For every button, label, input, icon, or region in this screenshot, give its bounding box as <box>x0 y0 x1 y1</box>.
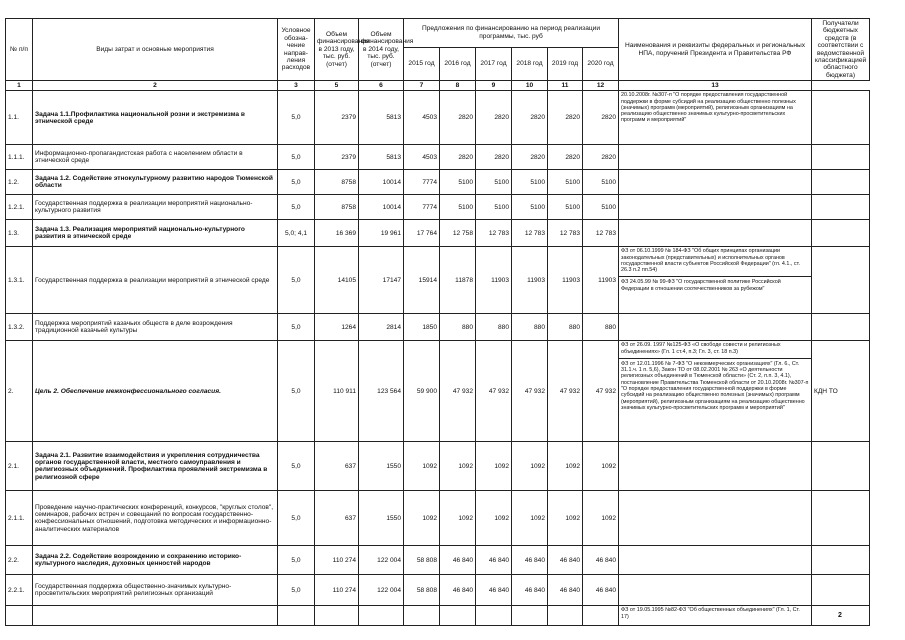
row-year-value: 46 840 <box>548 575 583 606</box>
row-year-value <box>512 606 548 626</box>
row-laws <box>619 145 812 170</box>
row-name: Задача 1.1.Профилактика национальной розни и экстремизма в этнической среде <box>33 91 278 145</box>
table-row <box>6 575 870 606</box>
row-year-value: 46 840 <box>548 546 583 575</box>
row-year-value: 46 840 <box>583 546 619 575</box>
row-name <box>33 606 278 626</box>
row-code: 5,0 <box>278 442 315 491</box>
row-laws <box>619 170 812 195</box>
row-recipient <box>812 91 870 145</box>
row-year-value: 5100 <box>440 170 476 195</box>
law-reference: ФЗ от 26.09. 1997 №125-ФЗ «О свободе совести и религиозных объединениях» (Гл. 1 ст.4, п.3; Гл. 3, ст. 18 п.3) <box>621 342 781 355</box>
row-year-value: 47 932 <box>440 341 476 442</box>
column-number-row <box>6 81 870 91</box>
row-volume-2014: 5813 <box>359 145 404 170</box>
table-row <box>6 170 870 195</box>
row-year-value: 46 840 <box>476 546 512 575</box>
row-year-value: 1092 <box>404 491 440 546</box>
row-year-value <box>548 606 583 626</box>
table-body <box>6 91 870 626</box>
row-volume-2014: 2814 <box>359 314 404 341</box>
row-code: 5,0 <box>278 145 315 170</box>
row-recipient <box>812 491 870 546</box>
row-year-value: 880 <box>512 314 548 341</box>
row-year-value: 12 783 <box>548 220 583 247</box>
law-reference: ФЗ от 19.05.1995 №82-ФЗ "Об общественных объединениях" (Гл. 1, Ст. 17) <box>621 607 800 620</box>
row-year-value: 1092 <box>476 491 512 546</box>
column-number: 10 <box>512 81 548 91</box>
row-volume-2013: 8758 <box>315 195 359 220</box>
row-year-value: 47 932 <box>512 341 548 442</box>
row-volume-2013 <box>315 606 359 626</box>
row-number: 1.3.1. <box>6 247 33 314</box>
row-recipient <box>812 170 870 195</box>
row-year-value: 2820 <box>440 91 476 145</box>
row-year-value: 5100 <box>440 195 476 220</box>
row-volume-2013: 2379 <box>315 145 359 170</box>
row-laws <box>619 546 812 575</box>
row-year-value: 1092 <box>476 442 512 491</box>
row-name: Задача 2.2. Содействие возрождению и сохранению историко-культурного наследия, духовных ценностей народов <box>33 546 278 575</box>
column-number: 3 <box>278 81 315 91</box>
row-volume-2014: 122 004 <box>359 575 404 606</box>
row-volume-2014: 1550 <box>359 442 404 491</box>
row-year-value: 11903 <box>548 247 583 314</box>
law-reference: ФЗ от 06.10.1999 № 184-ФЗ "Об общих принципах организации законодательных (представительных) и исполнительных органов государственной власти субъектов Российской Федерации" (гл. 4.1., ст. 26.3 п.2 пп.54) <box>621 248 800 274</box>
row-recipient <box>812 575 870 606</box>
row-year-value: 12 783 <box>512 220 548 247</box>
row-year-value: 46 840 <box>512 575 548 606</box>
column-number: 7 <box>404 81 440 91</box>
row-volume-2014: 122 004 <box>359 546 404 575</box>
row-laws <box>619 606 812 626</box>
row-name: Поддержка мероприятий казачьих обществ в деле возрождения традиционной казачьей культуры <box>33 314 278 341</box>
law-reference: ФЗ от 12.01.1996 № 7-ФЗ "О некоммерческих организациях" (Гл. 6., Ст. 31.1.ч. 1 п. 5,6), Закон ТО от 08.02.2001 № 263 «О деятельности религиозных объединений в Тюменской области» (Ст. 2, п.п. 3, 4.1), постановление Правительства Тюменской области от 20.10.2008г. №307-п "О порядке предоставления государственной поддержки в форме субсидий на реализацию общественно полезных (значимых) программ (мероприятий), религиозным организациям на реализацию общественно значимых культурно-просветительских программ и мероприятий" <box>619 358 811 411</box>
row-number: 1.2.1. <box>6 195 33 220</box>
row-year-value: 1092 <box>548 491 583 546</box>
table-row <box>6 91 870 145</box>
row-year-value <box>476 606 512 626</box>
row-number: 2. <box>6 341 33 442</box>
row-name: Государственная поддержка общественно-значимых культурно-просветительских мероприятий религиозных организаций <box>33 575 278 606</box>
row-volume-2014: 19 961 <box>359 220 404 247</box>
row-volume-2014: 1550 <box>359 491 404 546</box>
header-year: 2019 год <box>548 47 583 80</box>
row-year-value: 5100 <box>583 195 619 220</box>
header-laws: Наименования и реквизиты федеральных и региональных НПА, поручений Президента и Правительства РФ <box>619 19 812 81</box>
table-row <box>6 546 870 575</box>
table-row <box>6 341 870 442</box>
row-year-value: 1092 <box>583 442 619 491</box>
row-year-value: 1092 <box>548 442 583 491</box>
row-name: Задача 2.1. Развитие взаимодействия и укрепления сотрудничества органов государственной власти, местного самоуправления и религиозных объединений. Профилактика проявлений экстремизма в религиозной сфере <box>33 442 278 491</box>
column-number: 1 <box>6 81 33 91</box>
row-volume-2013: 8758 <box>315 170 359 195</box>
table-row <box>6 606 870 626</box>
page-number: 2 <box>838 612 842 619</box>
row-recipient <box>812 442 870 491</box>
row-name: Задача 1.2. Содействие этнокультурному развитию народов Тюменской области <box>33 170 278 195</box>
row-volume-2014: 17147 <box>359 247 404 314</box>
row-year-value: 17 764 <box>404 220 440 247</box>
row-volume-2014: 123 564 <box>359 341 404 442</box>
column-number: 8 <box>440 81 476 91</box>
row-recipient <box>812 314 870 341</box>
row-year-value: 5100 <box>476 195 512 220</box>
row-laws <box>619 195 812 220</box>
row-volume-2013: 110 274 <box>315 575 359 606</box>
row-year-value: 58 808 <box>404 546 440 575</box>
column-number: 6 <box>359 81 404 91</box>
row-year-value: 5100 <box>583 170 619 195</box>
row-year-value: 2820 <box>583 145 619 170</box>
row-laws <box>619 247 812 314</box>
row-year-value: 2820 <box>476 145 512 170</box>
row-year-value: 4503 <box>404 91 440 145</box>
row-volume-2014: 10014 <box>359 195 404 220</box>
table-row <box>6 442 870 491</box>
row-year-value: 11903 <box>476 247 512 314</box>
row-code: 5,0 <box>278 575 315 606</box>
row-year-value: 880 <box>583 314 619 341</box>
law-reference: 20.10.2008г. №307-п "О порядке предоставления государственной поддержки в форме субсидий на реализацию общественно полезных (значимых) программ (мероприятий), религиозным организациям на реализацию общественно значимых культурно-просветительских программ и мероприятий" <box>621 92 796 124</box>
row-code: 5,0 <box>278 314 315 341</box>
column-number: 2 <box>33 81 278 91</box>
row-number: 2.2. <box>6 546 33 575</box>
row-number <box>6 606 33 626</box>
row-year-value: 5100 <box>476 170 512 195</box>
row-year-value: 7774 <box>404 170 440 195</box>
row-year-value: 1092 <box>512 442 548 491</box>
header-year: 2018 год <box>512 47 548 80</box>
header-volume-2014: Объем финансирования в 2014 году, тыс. руб.(отчет) <box>359 19 404 81</box>
row-laws <box>619 91 812 145</box>
row-year-value: 2820 <box>512 91 548 145</box>
row-laws <box>619 442 812 491</box>
table-row <box>6 491 870 546</box>
row-recipient <box>812 546 870 575</box>
row-number: 2.1.1. <box>6 491 33 546</box>
row-year-value: 11903 <box>583 247 619 314</box>
row-year-value: 880 <box>476 314 512 341</box>
row-volume-2013: 2379 <box>315 91 359 145</box>
row-year-value: 2820 <box>583 91 619 145</box>
column-number: 13 <box>619 81 812 91</box>
row-year-value: 7774 <box>404 195 440 220</box>
row-recipient <box>812 145 870 170</box>
row-code: 5,0 <box>278 247 315 314</box>
row-year-value: 12 783 <box>583 220 619 247</box>
row-year-value: 5100 <box>512 170 548 195</box>
row-year-value: 47 932 <box>476 341 512 442</box>
row-year-value <box>440 606 476 626</box>
row-laws <box>619 575 812 606</box>
row-volume-2013: 16 369 <box>315 220 359 247</box>
column-number: 9 <box>476 81 512 91</box>
header-num: № п/п <box>6 19 33 81</box>
row-recipient <box>812 220 870 247</box>
column-number: 11 <box>548 81 583 91</box>
row-year-value: 2820 <box>548 91 583 145</box>
row-code: 5,0 <box>278 170 315 195</box>
row-volume-2014 <box>359 606 404 626</box>
row-year-value: 59 900 <box>404 341 440 442</box>
row-laws <box>619 491 812 546</box>
row-year-value: 12 758 <box>440 220 476 247</box>
row-year-value: 2820 <box>512 145 548 170</box>
row-year-value: 1850 <box>404 314 440 341</box>
table-row <box>6 247 870 314</box>
row-year-value: 1092 <box>440 442 476 491</box>
row-year-value: 46 840 <box>440 575 476 606</box>
header-recipient: Получатели бюджетных средств (в соответствии с ведомственной классификацией областного бюджета) <box>812 19 870 81</box>
row-volume-2014: 10014 <box>359 170 404 195</box>
column-number: 12 <box>583 81 619 91</box>
row-year-value: 880 <box>548 314 583 341</box>
row-number: 1.3.2. <box>6 314 33 341</box>
row-laws <box>619 341 812 442</box>
row-code: 5,0 <box>278 341 315 442</box>
funding-table <box>5 18 870 626</box>
row-year-value: 1092 <box>583 491 619 546</box>
row-year-value: 2820 <box>476 91 512 145</box>
table-row <box>6 314 870 341</box>
row-code: 5,0 <box>278 195 315 220</box>
row-year-value: 47 932 <box>583 341 619 442</box>
row-number: 2.2.1. <box>6 575 33 606</box>
header-row-1 <box>6 19 870 48</box>
row-code: 5,0 <box>278 546 315 575</box>
row-volume-2013: 637 <box>315 442 359 491</box>
row-year-value <box>583 606 619 626</box>
row-year-value: 15914 <box>404 247 440 314</box>
row-number: 1.1.1. <box>6 145 33 170</box>
row-year-value: 11903 <box>512 247 548 314</box>
row-year-value: 1092 <box>404 442 440 491</box>
header-volume-2013: Объем финансирования в 2013 году, тыс. руб. (отчет) <box>315 19 359 81</box>
header-name: Виды затрат и основные мероприятия <box>33 19 278 81</box>
header-proposals: Предложения по финансированию на период реализации программы, тыс. руб <box>404 19 619 48</box>
row-year-value: 58 808 <box>404 575 440 606</box>
row-name: Проведение научно-практических конференций, конкурсов, "круглых столов", семинаров, рабочих встреч и совещаний по вопросам государственно-конфессиональных отношений, подготовка методических и информационно-аналитических материалов <box>33 491 278 546</box>
row-year-value <box>404 606 440 626</box>
row-year-value: 47 932 <box>548 341 583 442</box>
row-volume-2013: 110 911 <box>315 341 359 442</box>
column-number: 5 <box>315 81 359 91</box>
row-year-value: 5100 <box>548 195 583 220</box>
row-year-value: 1092 <box>440 491 476 546</box>
row-year-value: 46 840 <box>512 546 548 575</box>
row-code: 5,0 <box>278 491 315 546</box>
row-name: Информационно-пропагандистская работа с населением области в этнической среде <box>33 145 278 170</box>
row-year-value: 1092 <box>512 491 548 546</box>
row-code: 5,0 <box>278 91 315 145</box>
row-number: 2.1. <box>6 442 33 491</box>
row-year-value: 46 840 <box>440 546 476 575</box>
row-laws <box>619 314 812 341</box>
row-volume-2013: 14105 <box>315 247 359 314</box>
row-name: Государственная поддержка в реализации мероприятий национально-культурного развития <box>33 195 278 220</box>
row-year-value: 5100 <box>548 170 583 195</box>
row-name: Государственная поддержка в реализации мероприятий в этнической среде <box>33 247 278 314</box>
law-reference: ФЗ 24.05.99 № 99-ФЗ "О государственной политике Российской Федерации в отношении соотечественников за рубежом" <box>619 276 811 292</box>
row-volume-2014: 5813 <box>359 91 404 145</box>
row-year-value: 5100 <box>512 195 548 220</box>
header-year: 2016 год <box>440 47 476 80</box>
row-year-value: 12 783 <box>476 220 512 247</box>
header-year: 2015 год <box>404 47 440 80</box>
row-number: 1.2. <box>6 170 33 195</box>
row-recipient: КДН ТО <box>812 341 870 442</box>
row-year-value: 46 840 <box>583 575 619 606</box>
row-number: 1.3. <box>6 220 33 247</box>
row-recipient <box>812 247 870 314</box>
row-code: 5,0; 4,1 <box>278 220 315 247</box>
table-row <box>6 220 870 247</box>
row-year-value: 2820 <box>440 145 476 170</box>
row-year-value: 880 <box>440 314 476 341</box>
header-code: Условное обозна-чение направ-ления расходов <box>278 19 315 81</box>
row-volume-2013: 1264 <box>315 314 359 341</box>
row-name: Задача 1.3. Реализация мероприятий национально-культурного развития в этнической среде <box>33 220 278 247</box>
row-name: Цель 2. Обеспечение межконфессионального согласия. <box>33 341 278 442</box>
table-row <box>6 145 870 170</box>
row-recipient <box>812 195 870 220</box>
row-number: 1.1. <box>6 91 33 145</box>
table-row <box>6 195 870 220</box>
row-year-value: 2820 <box>548 145 583 170</box>
header-year: 2020 год <box>583 47 619 80</box>
header-year: 2017 год <box>476 47 512 80</box>
row-code <box>278 606 315 626</box>
row-year-value: 11878 <box>440 247 476 314</box>
row-volume-2013: 110 274 <box>315 546 359 575</box>
row-year-value: 46 840 <box>476 575 512 606</box>
row-year-value: 4503 <box>404 145 440 170</box>
row-laws <box>619 220 812 247</box>
row-volume-2013: 637 <box>315 491 359 546</box>
